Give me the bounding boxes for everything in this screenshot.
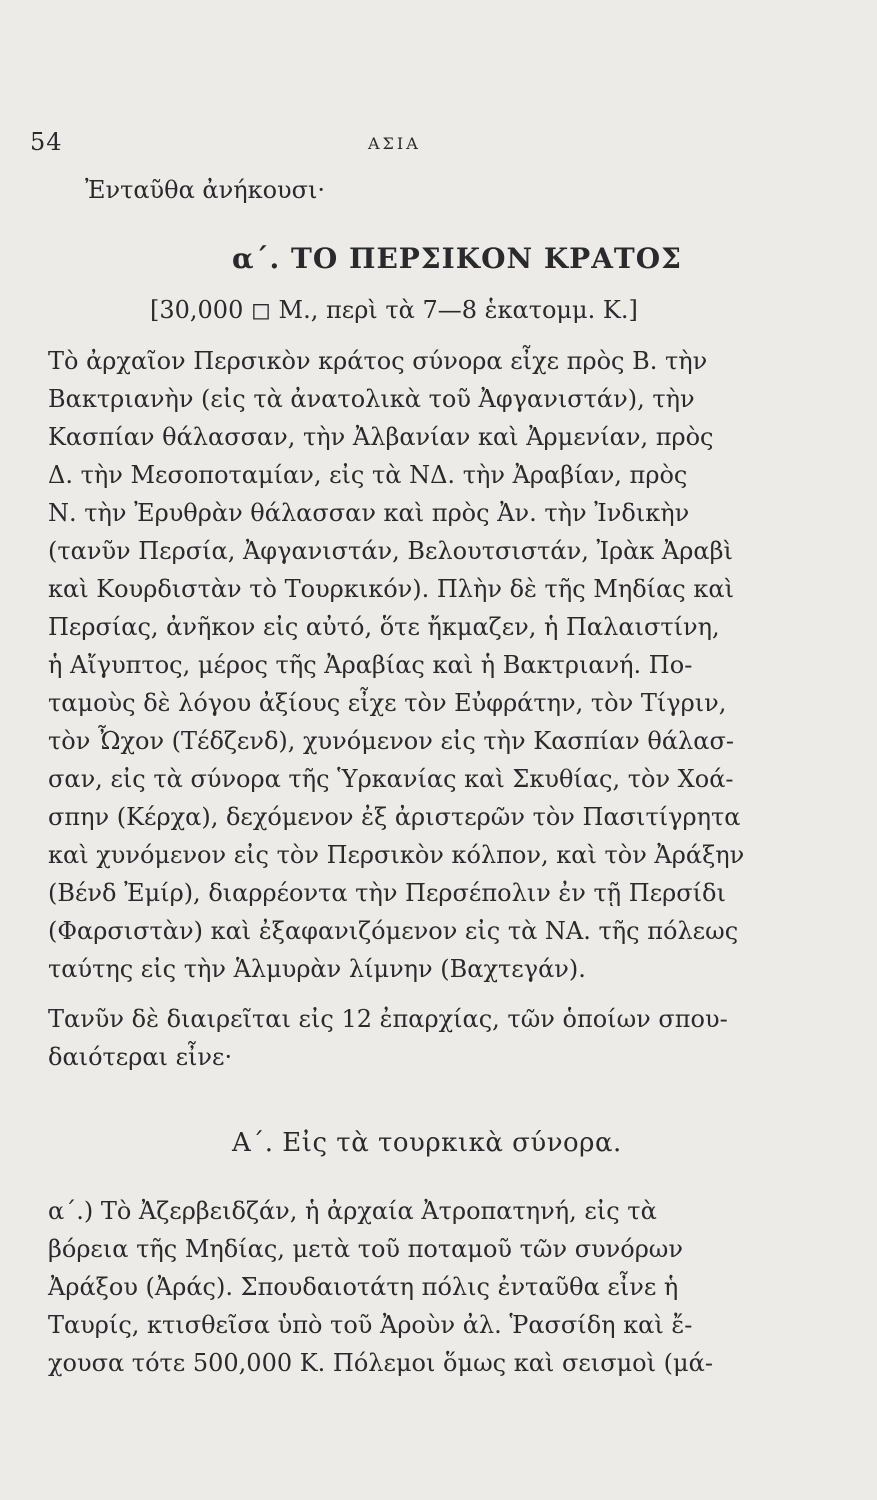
area-population-stats: [30,000 ◻ Μ., περὶ τὰ 7—8 ἑκατομμ. Κ.] <box>150 296 638 324</box>
text-line: βόρεια τῆς Μηδίας, μετὰ τοῦ ποταμοῦ τῶν συνόρων <box>48 1235 683 1263</box>
page-number: 54 <box>30 128 63 156</box>
text-line: Ἀράξου (Ἀράς). Σπουδαιοτάτη πόλις ἐνταῦθα εἶνε ἡ <box>48 1273 679 1301</box>
section-title: α΄. ΤΟ ΠΕΡΣΙΚΟΝ ΚΡΑΤΟΣ <box>232 242 682 275</box>
text-line: χουσα τότε 500,000 Κ. Πόλεμοι ὅμως καὶ σεισμοὶ (μά- <box>48 1349 713 1377</box>
text-line: δαιότεραι εἶνε· <box>48 1043 233 1071</box>
paragraph-provinces <box>48 1000 808 1076</box>
text-line: Κασπίαν θάλασσαν, τὴν Ἀλβανίαν καὶ Ἀρμενίαν, πρὸς <box>48 423 714 451</box>
text-line: α΄.) Τὸ Ἀζερβειδζάν, ἡ ἀρχαία Ἀτροπατηνή, εἰς τὰ <box>48 1197 657 1225</box>
text-line: τὸν Ὦχον (Τέδζενδ), χυνόμενον εἰς τὴν Κασπίαν θάλασ- <box>48 727 734 755</box>
intro-line: Ἐνταῦθα ἀνήκουσι· <box>85 176 326 204</box>
subsection-title: Α΄. Εἰς τὰ τουρκικὰ σύνορα. <box>232 1128 622 1158</box>
text-line: Βακτριανὴν (εἰς τὰ ἀνατολικὰ τοῦ Ἀφγανιστάν), τὴν <box>48 385 695 413</box>
text-line: ταμοὺς δὲ λόγου ἀξίους εἶχε τὸν Εὐφράτην, τὸν Τίγριν, <box>48 689 727 717</box>
page-header <box>30 128 830 168</box>
text-line: σπην (Κέρχα), δεχόμενον ἐξ ἀριστερῶν τὸν Πασιτίγρητα <box>48 803 741 831</box>
text-line: Ταυρίς, κτισθεῖσα ὑπὸ τοῦ Ἀροὺν ἀλ. Ῥασσίδη καὶ ἔ- <box>48 1311 693 1339</box>
text-line: Δ. τὴν Μεσοποταμίαν, εἰς τὰ ΝΔ. τὴν Ἀραβίαν, πρὸς <box>48 461 688 489</box>
text-line: (τανῦν Περσία, Ἀφγανιστάν, Βελουτσιστάν, Ἰρὰκ Ἀραβὶ <box>48 537 733 565</box>
text-line: ταύτης εἰς τὴν Ἁλμυρὰν λίμνην (Βαχτεγάν). <box>48 955 586 983</box>
running-head: ΑΣΙΑ <box>368 134 421 153</box>
paragraph-azerbaijan <box>48 1192 808 1382</box>
text-line: (Φαρσιστὰν) καὶ ἐξαφανιζόμενον εἰς τὰ ΝΑ. τῆς πόλεως <box>48 917 739 945</box>
text-line: (Βένδ Ἐμίρ), διαρρέοντα τὴν Περσέπολιν ἐν τῇ Περσίδι <box>48 879 726 907</box>
text-line: καὶ Κουρδιστὰν τὸ Τουρκικόν). Πλὴν δὲ τῆς Μηδίας καὶ <box>48 575 734 603</box>
text-line: σαν, εἰς τὰ σύνορα τῆς Ὑρκανίας καὶ Σκυθίας, τὸν Χοά- <box>48 765 734 793</box>
text-line: Ν. τὴν Ἐρυθρὰν θάλασσαν καὶ πρὸς Ἀν. τὴν Ἰνδικὴν <box>48 499 690 527</box>
paragraph-ancient-persian-empire <box>48 342 808 988</box>
text-line: καὶ χυνόμενον εἰς τὸν Περσικὸν κόλπον, καὶ τὸν Ἀράξην <box>48 841 745 869</box>
text-line: ἡ Αἴγυπτος, μέρος τῆς Ἀραβίας καὶ ἡ Βακτριανή. Πο- <box>48 651 693 679</box>
text-line: Τὸ ἀρχαῖον Περσικὸν κράτος σύνορα εἶχε πρὸς Β. τὴν <box>48 347 708 375</box>
text-line: Τανῦν δὲ διαιρεῖται εἰς 12 ἐπαρχίας, τῶν ὁποίων σπου- <box>48 1005 728 1033</box>
text-line: Περσίας, ἀνῆκον εἰς αὐτό, ὅτε ἤκμαζεν, ἡ Παλαιστίνη, <box>48 613 720 641</box>
